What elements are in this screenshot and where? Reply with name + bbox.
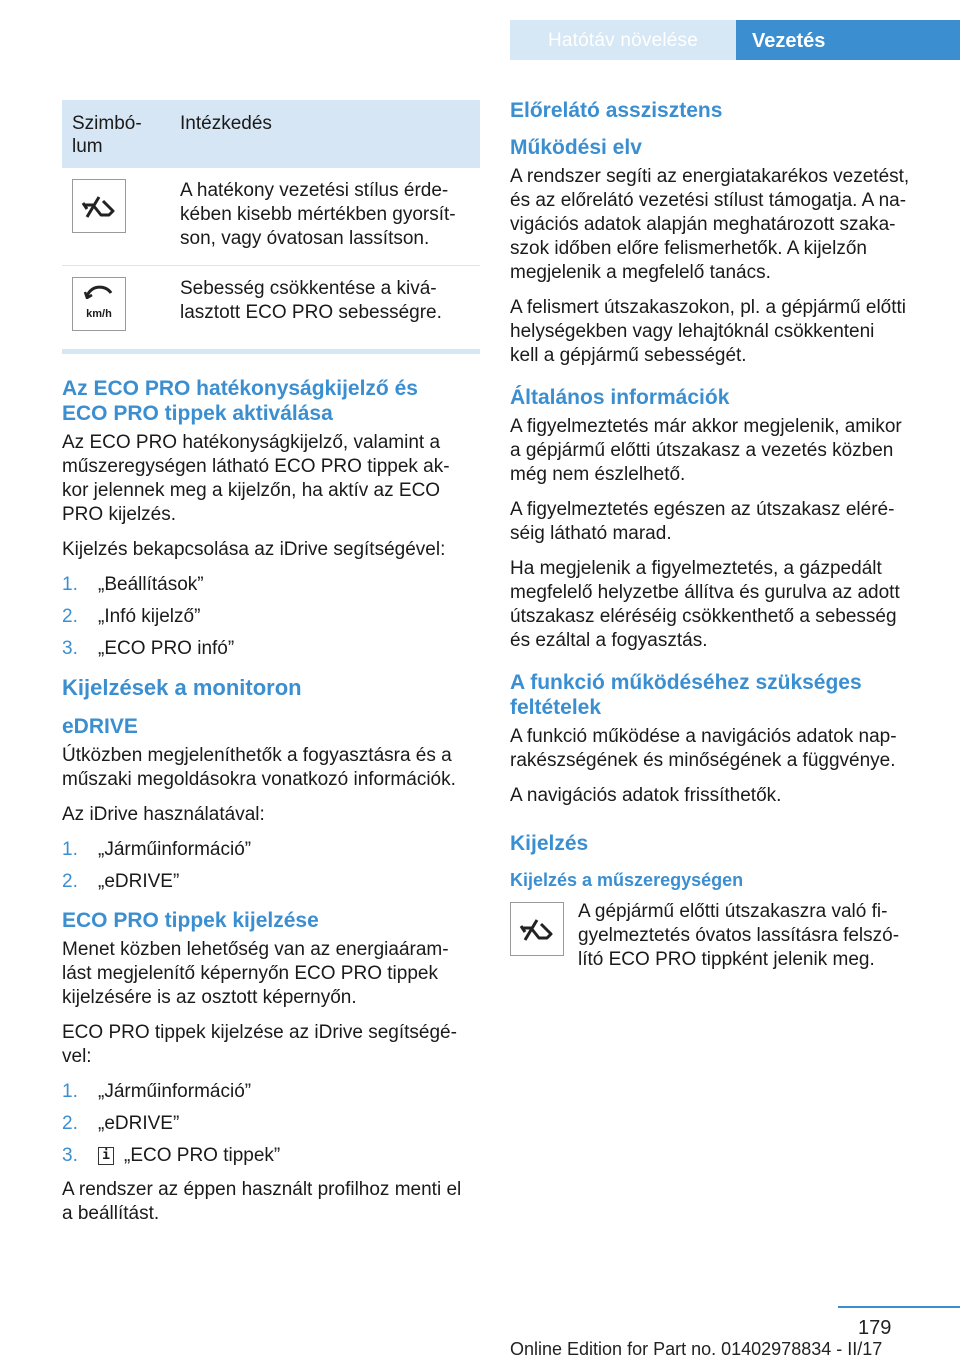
- step-number: 2.: [62, 606, 78, 627]
- tips-steps: [62, 1080, 480, 1168]
- step-text: „Járműinformáció”: [98, 1081, 252, 1102]
- eco-foot-off-pedal-icon: [72, 179, 126, 233]
- action-column-header: Intézkedés: [170, 100, 480, 168]
- right-column: [510, 98, 928, 972]
- step-number: 3.: [62, 638, 78, 659]
- step-number: 1.: [62, 839, 78, 860]
- action-text: A hatékony vezetési stílus érde- kében kisebb mértékben gyorsít- son, vagy óvatosan lassítson.: [170, 168, 480, 266]
- general-heading: Általános információk: [510, 386, 730, 409]
- step-number: 2.: [62, 871, 78, 892]
- action-text: Sebesség csökkentése a kivá- lasztott ECO PRO sebességre.: [170, 266, 480, 352]
- display-info-block: [510, 900, 928, 972]
- step-text: „Beállítások”: [98, 574, 204, 595]
- table-row: [62, 266, 480, 352]
- activation-steps: [62, 573, 480, 661]
- section-tab: Hatótáv növelése: [510, 20, 736, 60]
- step-text: „ECO PRO infó”: [98, 638, 235, 659]
- step-text: „Járműinformáció”: [98, 839, 252, 860]
- monitor-heading: Kijelzések a monitoron: [62, 675, 302, 700]
- display-subheading: Kijelzés a műszeregységen: [510, 870, 744, 890]
- page-number-rule: [838, 1306, 960, 1308]
- list-item: [62, 637, 480, 661]
- general-paragraph-3: Ha megjelenik a figyelmeztetés, a gázpedált megfelelő helyzetbe állítva és gurulva az adott útszakasz eléréséig csökkenthető a sebesség és ezáltal a fogyasztás.: [510, 558, 900, 651]
- tips-instruction: ECO PRO tippek kijelzése az iDrive segítségé- vel:: [62, 1022, 457, 1067]
- step-number: 2.: [62, 1113, 78, 1134]
- list-item: [62, 573, 480, 597]
- edrive-steps: [62, 838, 480, 894]
- step-number: 1.: [62, 1081, 78, 1102]
- general-paragraph-1: A figyelmeztetés már akkor megjelenik, amikor a gépjármű előtti útszakasz a vezetés közben még nem észlelhető.: [510, 416, 902, 485]
- tips-heading: ECO PRO tippek kijelzése: [62, 909, 319, 932]
- activation-heading: Az ECO PRO hatékonyságkijelző és ECO PRO tippek aktiválása: [62, 377, 418, 425]
- list-item: [62, 1080, 480, 1104]
- tips-note: A rendszer az éppen használt profilhoz menti el a beállítást.: [62, 1179, 462, 1224]
- list-item: [62, 870, 480, 894]
- step-text: „Infó kijelző”: [98, 606, 201, 627]
- edition-footer: Online Edition for Part no. 01402978834 - II/17: [510, 1339, 883, 1359]
- principle-heading: Működési elv: [510, 136, 642, 159]
- edrive-instruction: Az iDrive használatával:: [62, 804, 265, 825]
- step-text: „eDRIVE”: [98, 871, 180, 892]
- eco-foot-off-pedal-icon: [510, 902, 564, 956]
- requirements-heading: A funkció működéséhez szükséges feltételek: [510, 671, 862, 719]
- activation-paragraph: Az ECO PRO hatékonyságkijelző, valamint a műszeregységen látható ECO PRO tippek ak- kor jelennek meg a kijelzőn, ha aktív az ECO PRO kijelzés.: [62, 432, 450, 525]
- chapter-tab: Vezetés: [736, 20, 960, 60]
- edrive-heading: eDRIVE: [62, 715, 138, 738]
- info-icon: i: [98, 1147, 114, 1165]
- tips-paragraph: Menet közben lehetőség van az energiaáram- lást megjelenítő képernyőn ECO PRO tippek kijelzésére is az osztott képernyőn.: [62, 939, 449, 1008]
- list-item: [62, 605, 480, 629]
- requirements-paragraph-2: A navigációs adatok frissíthetők.: [510, 785, 782, 806]
- edrive-paragraph: Útközben megjeleníthetők a fogyasztásra és a műszaki megoldásokra vonatkozó információk.: [62, 745, 456, 790]
- requirements-paragraph-1: A funkció működése a navigációs adatok nap- rakészségének és minőségének a függvénye.: [510, 726, 897, 771]
- principle-paragraph-2: A felismert útszakaszokon, pl. a gépjármű előtti helységekben vagy lehajtóknál csökkenteni kell a gépjármű sebességét.: [510, 297, 907, 366]
- table-row: [62, 168, 480, 266]
- list-item: [62, 838, 480, 862]
- display-text: A gépjármű előtti útszakaszra való fi- gyelmeztetés óvatos lassításra felszó- lító ECO PRO tippként jelenik meg.: [578, 901, 900, 970]
- symbol-table: [62, 100, 480, 354]
- step-text: „eDRIVE”: [98, 1113, 180, 1134]
- display-heading: Kijelzés: [510, 832, 589, 855]
- page-number: 179: [858, 1317, 892, 1339]
- symbol-column-header: Szimbó- lum: [62, 100, 170, 168]
- list-item: [62, 1144, 480, 1168]
- step-number: 1.: [62, 574, 78, 595]
- activation-instruction: Kijelzés bekapcsolása az iDrive segítségével:: [62, 539, 446, 560]
- step-number: 3.: [62, 1145, 78, 1166]
- step-text: „ECO PRO tippek”: [124, 1145, 281, 1166]
- left-column: [62, 100, 480, 1237]
- kmh-label: km/h: [86, 307, 112, 320]
- principle-paragraph-1: A rendszer segíti az energiatakarékos vezetést, és az előrelátó vezetési stílust támogatja. A na- vigációs adatok alapján meghatározott szaka- szok időben előre felismerhetők. A kijelzőn megjelenik a megfelelő tanács.: [510, 166, 910, 283]
- general-paragraph-2: A figyelmeztetés egészen az útszakasz eléré- séig látható marad.: [510, 499, 895, 544]
- speed-reduce-kmh-icon: [72, 277, 126, 331]
- assistant-heading: Előrelátó asszisztens: [510, 99, 723, 122]
- list-item: [62, 1112, 480, 1136]
